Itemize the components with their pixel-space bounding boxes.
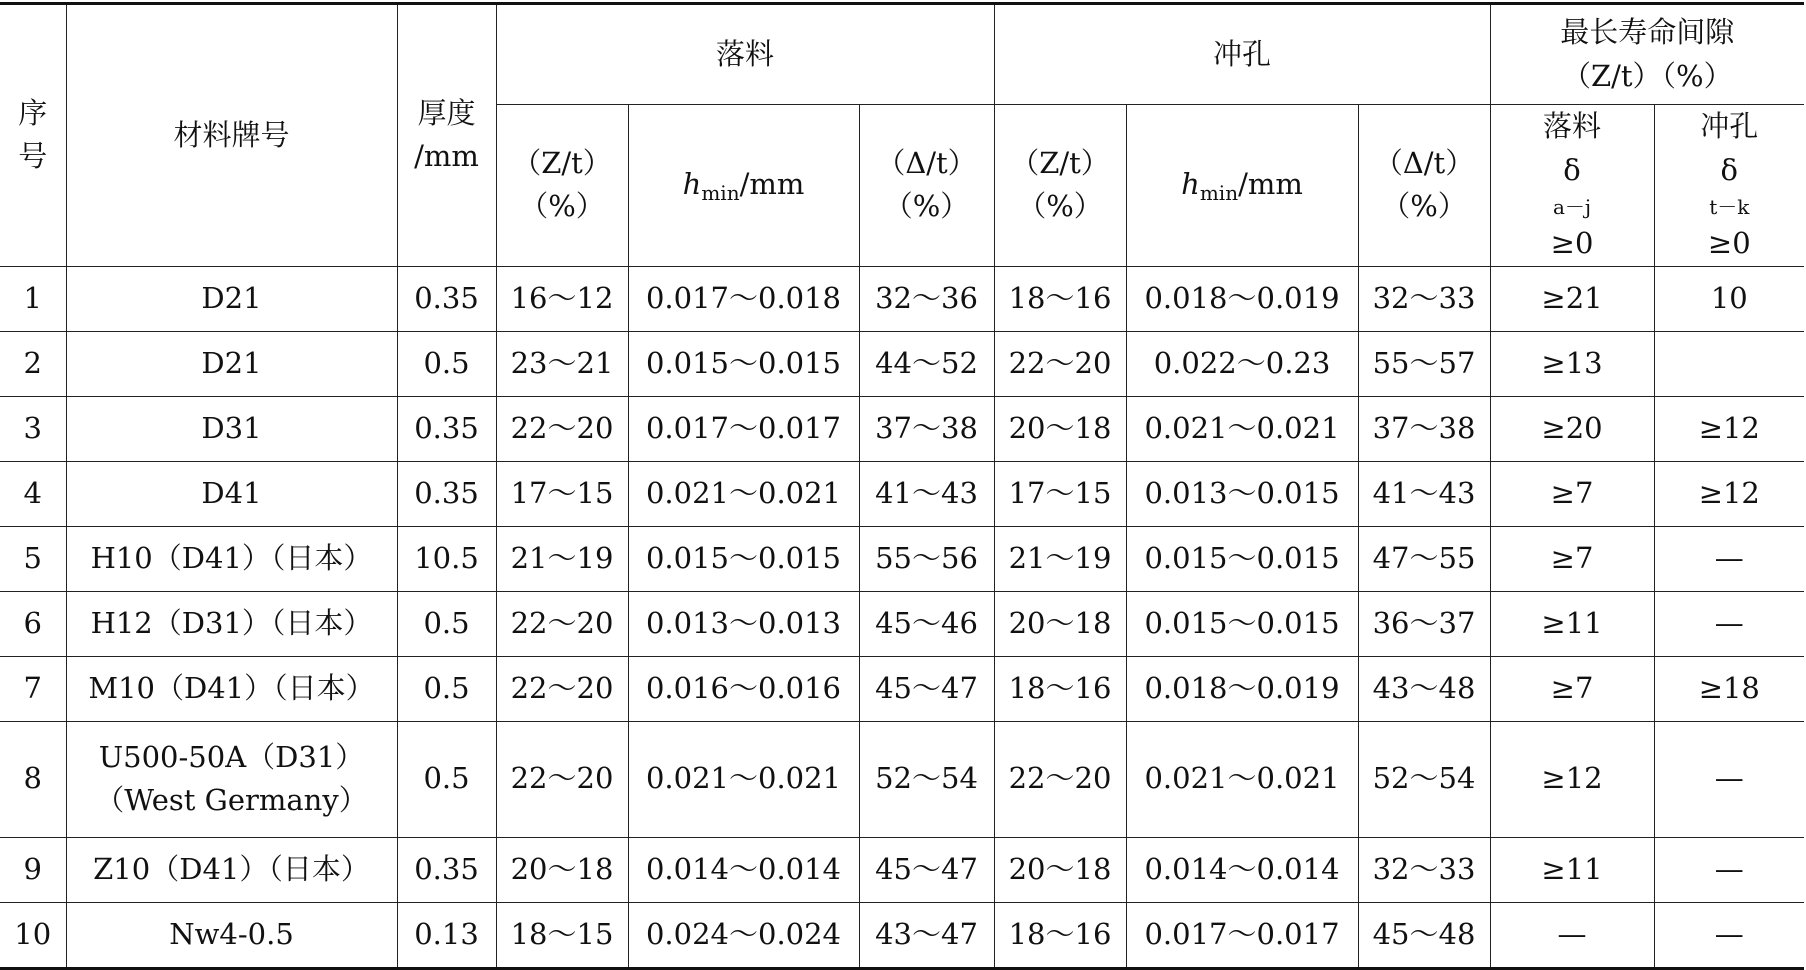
table-row: 6 H12（D31）（日本） 0.5 22～20 0.013～0.013 45～46 20～18 0.015～0.015 36～37 ≥11 — bbox=[0, 591, 1804, 656]
header-blank-zt: （Z/t） （%） bbox=[496, 105, 628, 267]
material-cell-two-line: U500-50A（D31） （West Germany） bbox=[66, 721, 397, 837]
header-punch-hmin: $h_{min}/mm$ bbox=[1126, 105, 1358, 267]
header-life-blanking: 落料 δ a－j ≥0 bbox=[1490, 105, 1654, 267]
header-blank-dt: （Δ/t） （%） bbox=[859, 105, 994, 267]
header-life-punching: 冲孔 δ t－k ≥0 bbox=[1654, 105, 1804, 267]
header-punching: 冲孔 bbox=[994, 4, 1490, 105]
header-thickness: 厚度 /mm bbox=[397, 4, 496, 267]
table-row: 5 H10（D41）（日本） 10.5 21～19 0.015～0.015 55～56 21～19 0.015～0.015 47～55 ≥7 — bbox=[0, 526, 1804, 591]
table-row: 4 D41 0.35 17～15 0.021～0.021 41～43 17～15 0.013～0.015 41～43 ≥7 ≥12 bbox=[0, 461, 1804, 526]
table-row: 3 D31 0.35 22～20 0.017～0.017 37～38 20～18 0.021～0.021 37～38 ≥20 ≥12 bbox=[0, 396, 1804, 461]
table-row: 9 Z10（D41）（日本） 0.35 20～18 0.014～0.014 45～47 20～18 0.014～0.014 32～33 ≥11 — bbox=[0, 837, 1804, 902]
table-row: 1 D21 0.35 16～12 0.017～0.018 32～36 18～16 0.018～0.019 32～33 ≥21 10 bbox=[0, 266, 1804, 331]
header-max-life-clearance: 最长寿命间隙 （Z/t）（%） bbox=[1490, 4, 1804, 105]
table-wrapper bbox=[0, 2, 1804, 970]
header-blanking: 落料 bbox=[496, 4, 994, 105]
table-row: 10 Nw4-0.5 0.13 18～15 0.024～0.024 43～47 18～16 0.017～0.017 45～48 — — bbox=[0, 902, 1804, 968]
table-row: 2 D21 0.5 23～21 0.015～0.015 44～52 22～20 0.022～0.23 55～57 ≥13 bbox=[0, 331, 1804, 396]
header-row-1 bbox=[0, 4, 1804, 105]
table-row: 7 M10（D41）（日本） 0.5 22～20 0.016～0.016 45～47 18～16 0.018～0.019 43～48 ≥7 ≥18 bbox=[0, 656, 1804, 721]
header-blank-hmin: $h_{min}/mm$ bbox=[628, 105, 859, 267]
header-punch-zt: （Z/t） （%） bbox=[994, 105, 1126, 267]
clearance-data-table bbox=[0, 2, 1804, 970]
table-row: 8 U500-50A（D31） （West Germany） 0.5 22～20 0.021～0.021 52～54 22～20 0.021～0.021 52～54 ≥12 — bbox=[0, 721, 1804, 837]
header-material: 材料牌号 bbox=[66, 4, 397, 267]
header-seq: 序 号 bbox=[0, 4, 66, 267]
header-punch-dt: （Δ/t） （%） bbox=[1358, 105, 1490, 267]
